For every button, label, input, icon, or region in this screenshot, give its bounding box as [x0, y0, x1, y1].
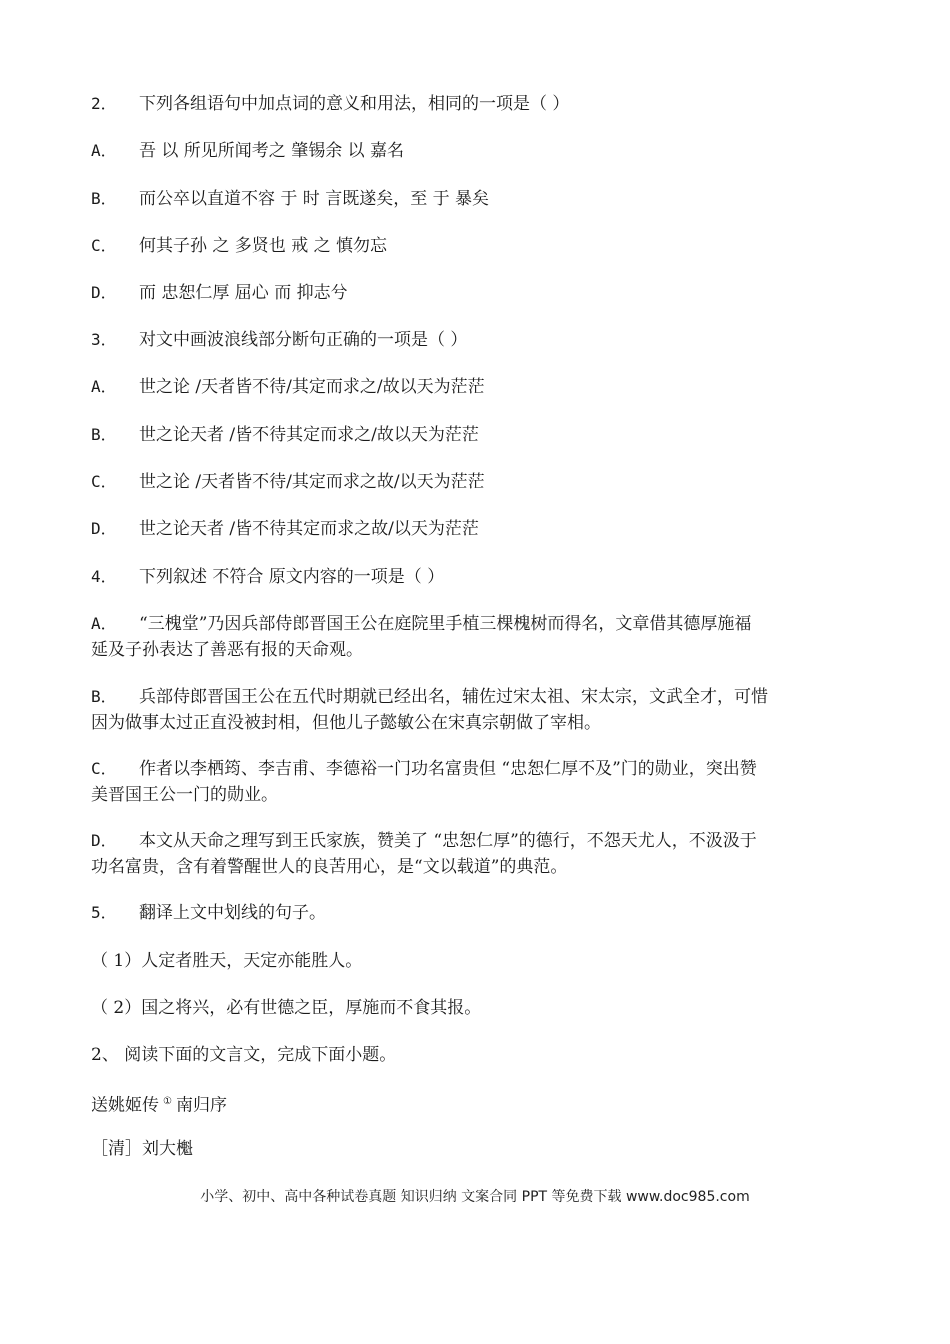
option-text-line1: 兵部侍郎晋国王公在五代时期就已经出名，辅佐过宋太祖、宋太宗，文武全才，可惜	[139, 687, 768, 707]
q5-stem	[91, 899, 871, 927]
option-label: C．	[91, 472, 117, 491]
option-label: B．	[91, 189, 117, 208]
option-text-line1: 本文从天命之理写到王氏家族，赞美了 “忠恕仁厚”的德行，不怨天尤人，不汲汲于	[139, 831, 757, 851]
q4-option-b-cont	[91, 709, 871, 737]
q2-option-a	[91, 137, 871, 165]
q5-number: 5．	[91, 903, 117, 922]
q3-option-d	[91, 515, 871, 543]
q3-stem	[91, 326, 871, 354]
q4-option-c	[91, 755, 871, 783]
q3-option-c	[91, 468, 871, 496]
option-label: D．	[91, 831, 117, 850]
q4-option-a	[91, 610, 871, 638]
option-text: 何其子孙 之 多贤也 戒 之 慎勿忘	[139, 236, 388, 256]
option-text-line2: 美晋国王公一门的勋业。	[91, 785, 278, 805]
q4-stem	[91, 563, 871, 591]
q4-option-a-cont	[91, 636, 871, 664]
option-label: A．	[91, 377, 117, 396]
section2-heading: 2、 阅读下面的文言文，完成下面小题。	[91, 1045, 397, 1065]
q4-option-d-cont	[91, 853, 871, 881]
q4-option-c-cont	[91, 781, 871, 809]
q2-stem	[91, 90, 871, 118]
footnote-marker: ①	[163, 1096, 172, 1107]
q3-stem-text: 对文中画波浪线部分断句正确的一项是（ ）	[139, 330, 468, 350]
option-text-line2: 因为做事太过正直没被封相，但他儿子懿敏公在宋真宗朝做了宰相。	[91, 713, 601, 733]
option-text-line2: 延及子孙表达了善恶有报的天命观。	[91, 640, 363, 660]
option-text-line1: 作者以李栖筠、李吉甫、李德裕一门功名富贵但 “忠恕仁厚不及”门的勋业，突出赞	[139, 759, 757, 779]
option-text-line1: “三槐堂”乃因兵部侍郎晋国王公在庭院里手植三棵槐树而得名，文章借其德厚施福	[139, 614, 752, 634]
option-label: A．	[91, 614, 117, 633]
option-label: B．	[91, 425, 117, 444]
q2-stem-text: 下列各组语句中加点词的意义和用法，相同的一项是（ ）	[139, 94, 570, 114]
page-footer: 小学、初中、高中各种试卷真题 知识归纳 文案合同 PPT 等免费下载 www.doc985.com	[200, 1189, 750, 1205]
option-text-line2: 功名富贵，含有着警醒世人的良苦用心，是“文以载道”的典范。	[91, 857, 568, 877]
option-text: 世之论 /天者皆不待/其定而求之/故以天为茫茫	[139, 377, 485, 397]
option-label: D．	[91, 283, 117, 302]
q3-option-a	[91, 373, 871, 401]
q3-number: 3．	[91, 330, 117, 349]
option-label: B．	[91, 687, 117, 706]
option-text: 世之论天者 /皆不待其定而求之故/以天为茫茫	[139, 519, 479, 539]
q2-option-d	[91, 279, 871, 307]
option-label: C．	[91, 759, 117, 778]
q5-item-2: （ 2）国之将兴，必有世德之臣，厚施而不食其报。	[91, 998, 482, 1018]
option-text: 而公卒以直道不容 于 时 言既遂矣，至 于 暴矣	[139, 189, 490, 209]
option-label: D．	[91, 519, 117, 538]
q4-option-b	[91, 683, 871, 711]
option-text: 吾 以 所见所闻考之 肇锡余 以 嘉名	[139, 141, 405, 161]
option-text: 世之论 /天者皆不待/其定而求之故/以天为茫茫	[139, 472, 485, 492]
option-label: C．	[91, 236, 117, 255]
q4-number: 4．	[91, 567, 117, 586]
passage-title	[91, 1088, 871, 1120]
q3-option-b	[91, 421, 871, 449]
q2-option-c	[91, 232, 871, 260]
q2-number: 2．	[91, 94, 117, 113]
option-label: A．	[91, 141, 117, 160]
q4-stem-text: 下列叙述 不符合 原文内容的一项是（ ）	[139, 567, 445, 587]
q2-option-b	[91, 185, 871, 213]
passage-title-pre: 送姚姬传	[91, 1095, 159, 1116]
option-text: 而 忠恕仁厚 屈心 而 抑志兮	[139, 283, 348, 303]
passage-author: ［清］刘大櫆	[91, 1139, 193, 1159]
q5-stem-text: 翻译上文中划线的句子。	[139, 903, 326, 923]
q4-option-d	[91, 827, 871, 855]
passage-title-post: 南归序	[175, 1095, 227, 1116]
q5-item-1: （ 1）人定者胜天，天定亦能胜人。	[91, 951, 363, 971]
option-text: 世之论天者 /皆不待其定而求之/故以天为茫茫	[139, 425, 479, 445]
